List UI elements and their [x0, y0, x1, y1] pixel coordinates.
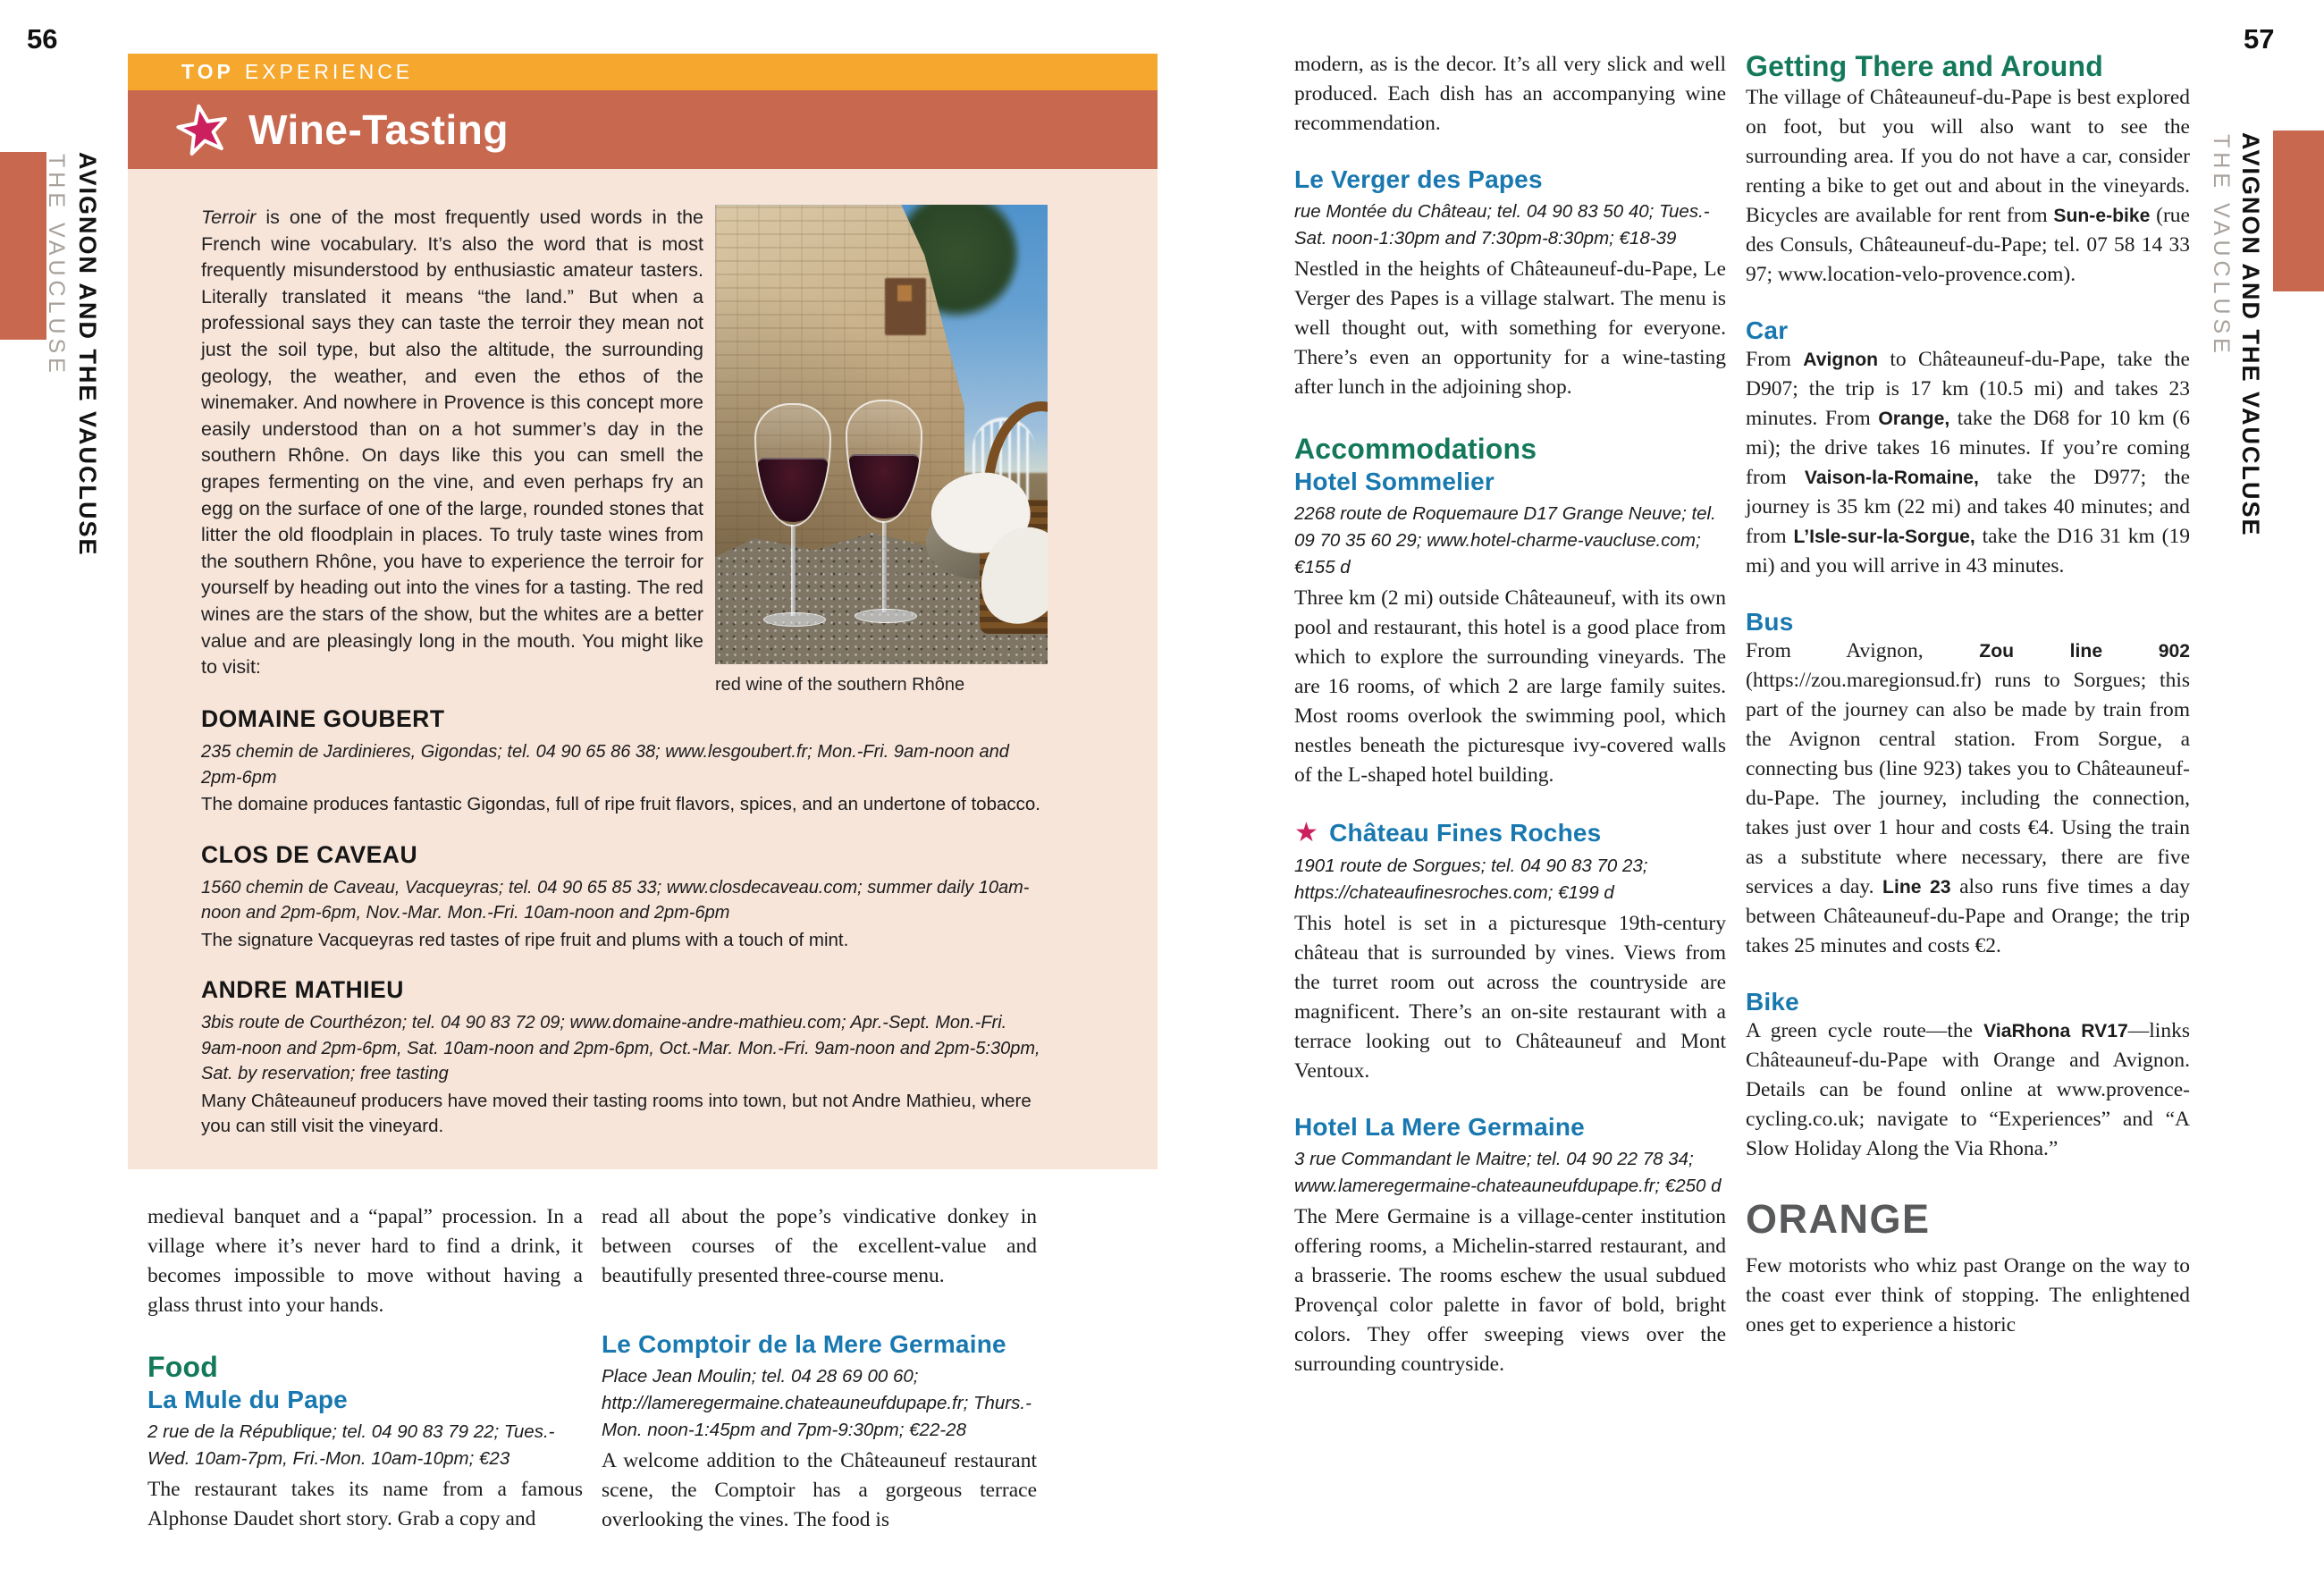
photo-caption: red wine of the southern Rhône	[715, 675, 965, 695]
bold-keyword: Avignon	[1803, 350, 1879, 370]
italic-term: Terroir	[201, 207, 257, 228]
getting-there-heading: Getting There and Around	[1746, 50, 2104, 82]
chapter-tab-left	[0, 152, 46, 340]
text-run: A green cycle route—the	[1746, 1019, 1984, 1042]
text-run: From	[1746, 348, 1804, 371]
hotel-name: Château Fines Roches	[1329, 818, 1602, 847]
restaurant-details: rue Montée du Château; tel. 04 90 83 50 40; Tues.-Sat. noon-1:30pm and 7:30pm-8:30pm; €18-39	[1294, 201, 1710, 249]
winery-description: Many Châteauneuf producers have moved their tasting rooms into town, but not Andre Mathieu, where you can still visit the vineyard.	[201, 1090, 1031, 1136]
wine-photo	[715, 205, 1048, 664]
restaurant-name: La Mule du Pape	[147, 1386, 348, 1413]
bold-keyword: Zou line 902	[1979, 641, 2190, 662]
bold-keyword: Line 23	[1882, 877, 1951, 898]
right-column-2	[1746, 50, 2190, 1340]
restaurant-description: The restaurant takes its name from a famous Alphonse Daudet short story. Grab a copy and	[147, 1478, 583, 1530]
feature-title-banner	[128, 90, 1158, 169]
page-number-left: 56	[27, 23, 58, 55]
hotel-description: This hotel is set in a picturesque 19th-century château that is surrounded by vines. Views from the turret room out across the countryside are magnificent. There’s an on-site restaurant with a terrace looking out to Châteauneuf and Mont Ventoux.	[1294, 912, 1726, 1083]
bold-keyword: L’Isle-sur-la-Sorgue,	[1793, 527, 1975, 547]
restaurant-details: 2 rue de la République; tel. 04 90 83 79 22; Tues.-Wed. 10am-7pm, Fri.-Mon. 10am-10pm; €23	[147, 1421, 555, 1469]
kicker-bold: TOP	[181, 60, 234, 83]
left-column-2	[602, 1202, 1037, 1535]
photo-sign-emblem	[897, 285, 912, 301]
winery-list	[201, 705, 1052, 1140]
hotel-name-starred	[1294, 817, 1726, 848]
glass-stem	[882, 521, 887, 612]
hotel-details: 2268 route de Roquemaure D17 Grange Neuve; tel. 09 70 35 60 29; www.hotel-charme-vaucluse.com; €155 d	[1294, 503, 1716, 578]
bold-keyword: Vaison-la-Romaine,	[1804, 468, 1979, 488]
restaurant-description: Nestled in the heights of Châteauneuf-du-Pape, Le Verger des Papes is a village stalwart. The menu is well thought out, with something for everyone. There’s even an opportunity for a wine-tasting after lunch in the adjoining shop.	[1294, 257, 1726, 399]
car-heading: Car	[1746, 316, 1789, 344]
winery-name: DOMAINE GOUBERT	[201, 705, 445, 732]
bike-paragraph	[1746, 1016, 2190, 1164]
photo-sign	[885, 278, 926, 335]
top-experience-banner	[128, 54, 1158, 90]
feature-intro-paragraph	[201, 205, 703, 681]
kicker-rest: EXPERIENCE	[244, 60, 414, 83]
bus-paragraph	[1746, 637, 2190, 961]
food-heading: Food	[147, 1351, 218, 1383]
text-run: The village of Châteauneuf-du-Pape is best explored on foot, but you will also want to see the surrounding area. If you do not have a car, consider renting a bike to get out and about in the vineyards. Bicycles are available for rent from	[1746, 86, 2190, 227]
body-continuation: modern, as is the decor. It’s all very slick and well produced. Each dish has an accompanying wine recommendation.	[1294, 53, 1726, 135]
bold-keyword: Orange,	[1878, 409, 1950, 429]
winery-description: The signature Vacqueyras red tastes of ripe fruit and plums with a touch of mint.	[201, 929, 849, 950]
bold-keyword: ViaRhona RV17	[1983, 1021, 2128, 1041]
restaurant-details: Place Jean Moulin; tel. 04 28 69 00 60; http://lameregermaine.chateauneufdupape.fr; Thurs.-Mon. noon-1:45pm and 7pm-9:30pm; €22-28	[602, 1366, 1031, 1440]
text-run: From Avignon,	[1746, 639, 1980, 662]
red-wine	[849, 454, 920, 518]
accommodations-heading: Accommodations	[1294, 433, 1537, 465]
winery-details: 235 chemin de Jardinieres, Gigondas; tel. 04 90 65 86 38; www.lesgoubert.fr; Mon.-Fri. 9am-noon and 2pm-6pm	[201, 742, 1009, 788]
text-run: is one of the most frequently used words in the French wine vocabulary. It’s also the word that is most frequently misunderstood by enthusiastic amateur tasters. Literally translated it means “the land.” But when a professional says they can taste the terroir they mean not just the soil type, but also the altitude, the surrounding geology, the weather, and even the ethos of the winemaker. And nowhere in Provence is this concept more easily understood than on a hot summer’s day in the southern Rhône. On days like this you can smell the grapes fermenting on the vine, and even perhaps fry an egg on the surface of one of the large, rounded stones that litter the old floodplain in places. To truly taste wines from the southern Rhône, you have to experience the terroir for yourself by heading out into the vines for a tasting. The red wines are the stars of the show, but the whites are a better value and are pleasingly long in the mouth. You might like to visit:	[201, 207, 703, 679]
bus-heading: Bus	[1746, 608, 1794, 636]
text-run: take the D977; the journey is 35 km (22 mi) and takes 40 minutes; and from	[1746, 466, 2191, 548]
bike-heading: Bike	[1746, 988, 1799, 1016]
glass-foot	[855, 609, 917, 623]
glass-stem	[791, 525, 796, 616]
feature-box	[128, 169, 1158, 1169]
text-run: take the D16 31 km (19 mi) and you will arrive in 43 minutes.	[1746, 525, 2190, 578]
glass-bowl	[846, 400, 922, 523]
left-column-1	[147, 1202, 583, 1534]
spine-title-right: AVIGNON AND THE VAUCLUSE	[2237, 132, 2264, 537]
winery-details: 3bis route de Courthézon; tel. 04 90 83 72 09; www.domaine-andre-mathieu.com; Apr.-Sept. Mon.-Fri. 9am-noon and 2pm-6pm, Sat. 10am-noon and 2pm-6pm, Oct.-Mar. Mon.-Fri. 9am-noon and 2pm-5:30pm, Sat. by reservation; free tasting	[201, 1013, 1040, 1083]
hotel-description: Three km (2 mi) outside Châteauneuf, with its own pool and restaurant, this hotel is a good place from which to explore the surrounding vineyards. The are 16 rooms, of which 2 are large family suites. Most rooms overlook the swimming pool, which nestles beneath the picturesque ivy-covered walls of the L-shaped hotel building.	[1294, 586, 1726, 787]
bold-keyword: Sun-e-bike	[2053, 206, 2151, 226]
wine-glass-2	[842, 400, 928, 650]
page-number-right: 57	[2244, 23, 2275, 55]
winery-description: The domaine produces fantastic Gigondas, full of ripe fruit flavors, spices, and an undertone of tobacco.	[201, 794, 1040, 814]
orange-paragraph: Few motorists who whiz past Orange on the way to the coast ever think of stopping. The enlightened ones get to experience a historic	[1746, 1254, 2190, 1336]
spine-subtitle-right: THE VAUCLUSE	[2209, 134, 2234, 358]
hotel-name: Hotel Sommelier	[1294, 468, 1495, 495]
getting-there-paragraph	[1746, 83, 2190, 290]
red-wine	[758, 458, 829, 522]
chapter-tab-right	[2273, 131, 2324, 291]
hotel-description: The Mere Germaine is a village-center institution offering rooms, a Michelin-starred restaurant, and a brasserie. The rooms eschew the usual subdued Provençal color palette in favor of bold, bright colors. They offer sweeping views over the surrounding countryside.	[1294, 1205, 1726, 1376]
text-run: take the D68 for 10 km (6 mi); the drive takes 16 minutes. If you’re coming from	[1746, 407, 2190, 489]
top-pick-star-icon: ★	[1294, 817, 1319, 848]
text-run: to Châteauneuf-du-Pape, take the D907; the trip is 17 km (10.5 mi) and takes 23 minutes. From	[1746, 348, 2190, 430]
star-icon	[173, 99, 232, 159]
glass-foot	[763, 612, 826, 627]
winery-name: ANDRE MATHIEU	[201, 976, 404, 1003]
text-run: —links Châteauneuf-du-Pape with Orange and Avignon. Details can be found online at www.provence-cycling.co.uk; navigate to “Experiences” and “A Slow Holiday Along the Via Rhona.”	[1746, 1019, 2190, 1160]
spine-subtitle-left: THE VAUCLUSE	[44, 154, 69, 377]
winery-details: 1560 chemin de Caveau, Vacqueyras; tel. 04 90 65 85 33; www.closdecaveau.com; summer daily 10am-noon and 2pm-6pm, Nov.-Mar. Mon.-Fri. 10am-noon and 2pm-6pm	[201, 877, 1030, 923]
text-run: (https://zou.maregionsud.fr) runs to Sorgues; this part of the journey can also be made by train from the Avignon central station. From Sorgue, a connecting bus (line 923) takes you to Châteauneuf-du-Pape. The journey, including the connection, takes just over 1 hour and costs €4. Using the train as a substitute where necessary, there are five services a day.	[1746, 669, 2190, 898]
restaurant-description: A welcome addition to the Châteauneuf restaurant scene, the Comptoir has a gorgeous terrace overlooking the vines. The food is	[602, 1449, 1037, 1531]
body-continuation: medieval banquet and a “papal” procession. In a village where it’s never hard to find a drink, it becomes impossible to move without having a glass thrust into your hands.	[147, 1205, 583, 1317]
winery-name: CLOS DE CAVEAU	[201, 840, 418, 868]
hotel-details: 3 rue Commandant le Maitre; tel. 04 90 22 78 34; www.lameregermaine-chateauneufdupape.fr; €250 d	[1294, 1149, 1722, 1196]
body-continuation: read all about the pope’s vindicative donkey in between courses of the excellent-value and beautifully presented three-course menu.	[602, 1205, 1037, 1287]
restaurant-name: Le Verger des Papes	[1294, 165, 1543, 193]
hotel-name: Hotel La Mere Germaine	[1294, 1113, 1585, 1141]
glass-bowl	[754, 403, 831, 527]
feature-title: Wine-Tasting	[248, 106, 509, 153]
restaurant-name: Le Comptoir de la Mere Germaine	[602, 1330, 1006, 1358]
wine-glass-1	[751, 403, 837, 653]
car-paragraph	[1746, 345, 2190, 581]
orange-section-heading: ORANGE	[1746, 1196, 1931, 1242]
text-run: also runs five times a day between Châteauneuf-du-Pape and Orange; the trip takes 25 minutes and costs €2.	[1746, 875, 2190, 957]
right-column-1	[1294, 50, 1726, 1379]
spine-title-left: AVIGNON AND THE VAUCLUSE	[74, 152, 101, 557]
hotel-details: 1901 route de Sorgues; tel. 04 90 83 70 23; https://chateaufinesroches.com; €199 d	[1294, 856, 1648, 903]
text-run: (rue des Consuls, Châteauneuf-du-Pape; tel. 07 58 14 33 97; www.location-velo-provence.com).	[1746, 204, 2190, 286]
